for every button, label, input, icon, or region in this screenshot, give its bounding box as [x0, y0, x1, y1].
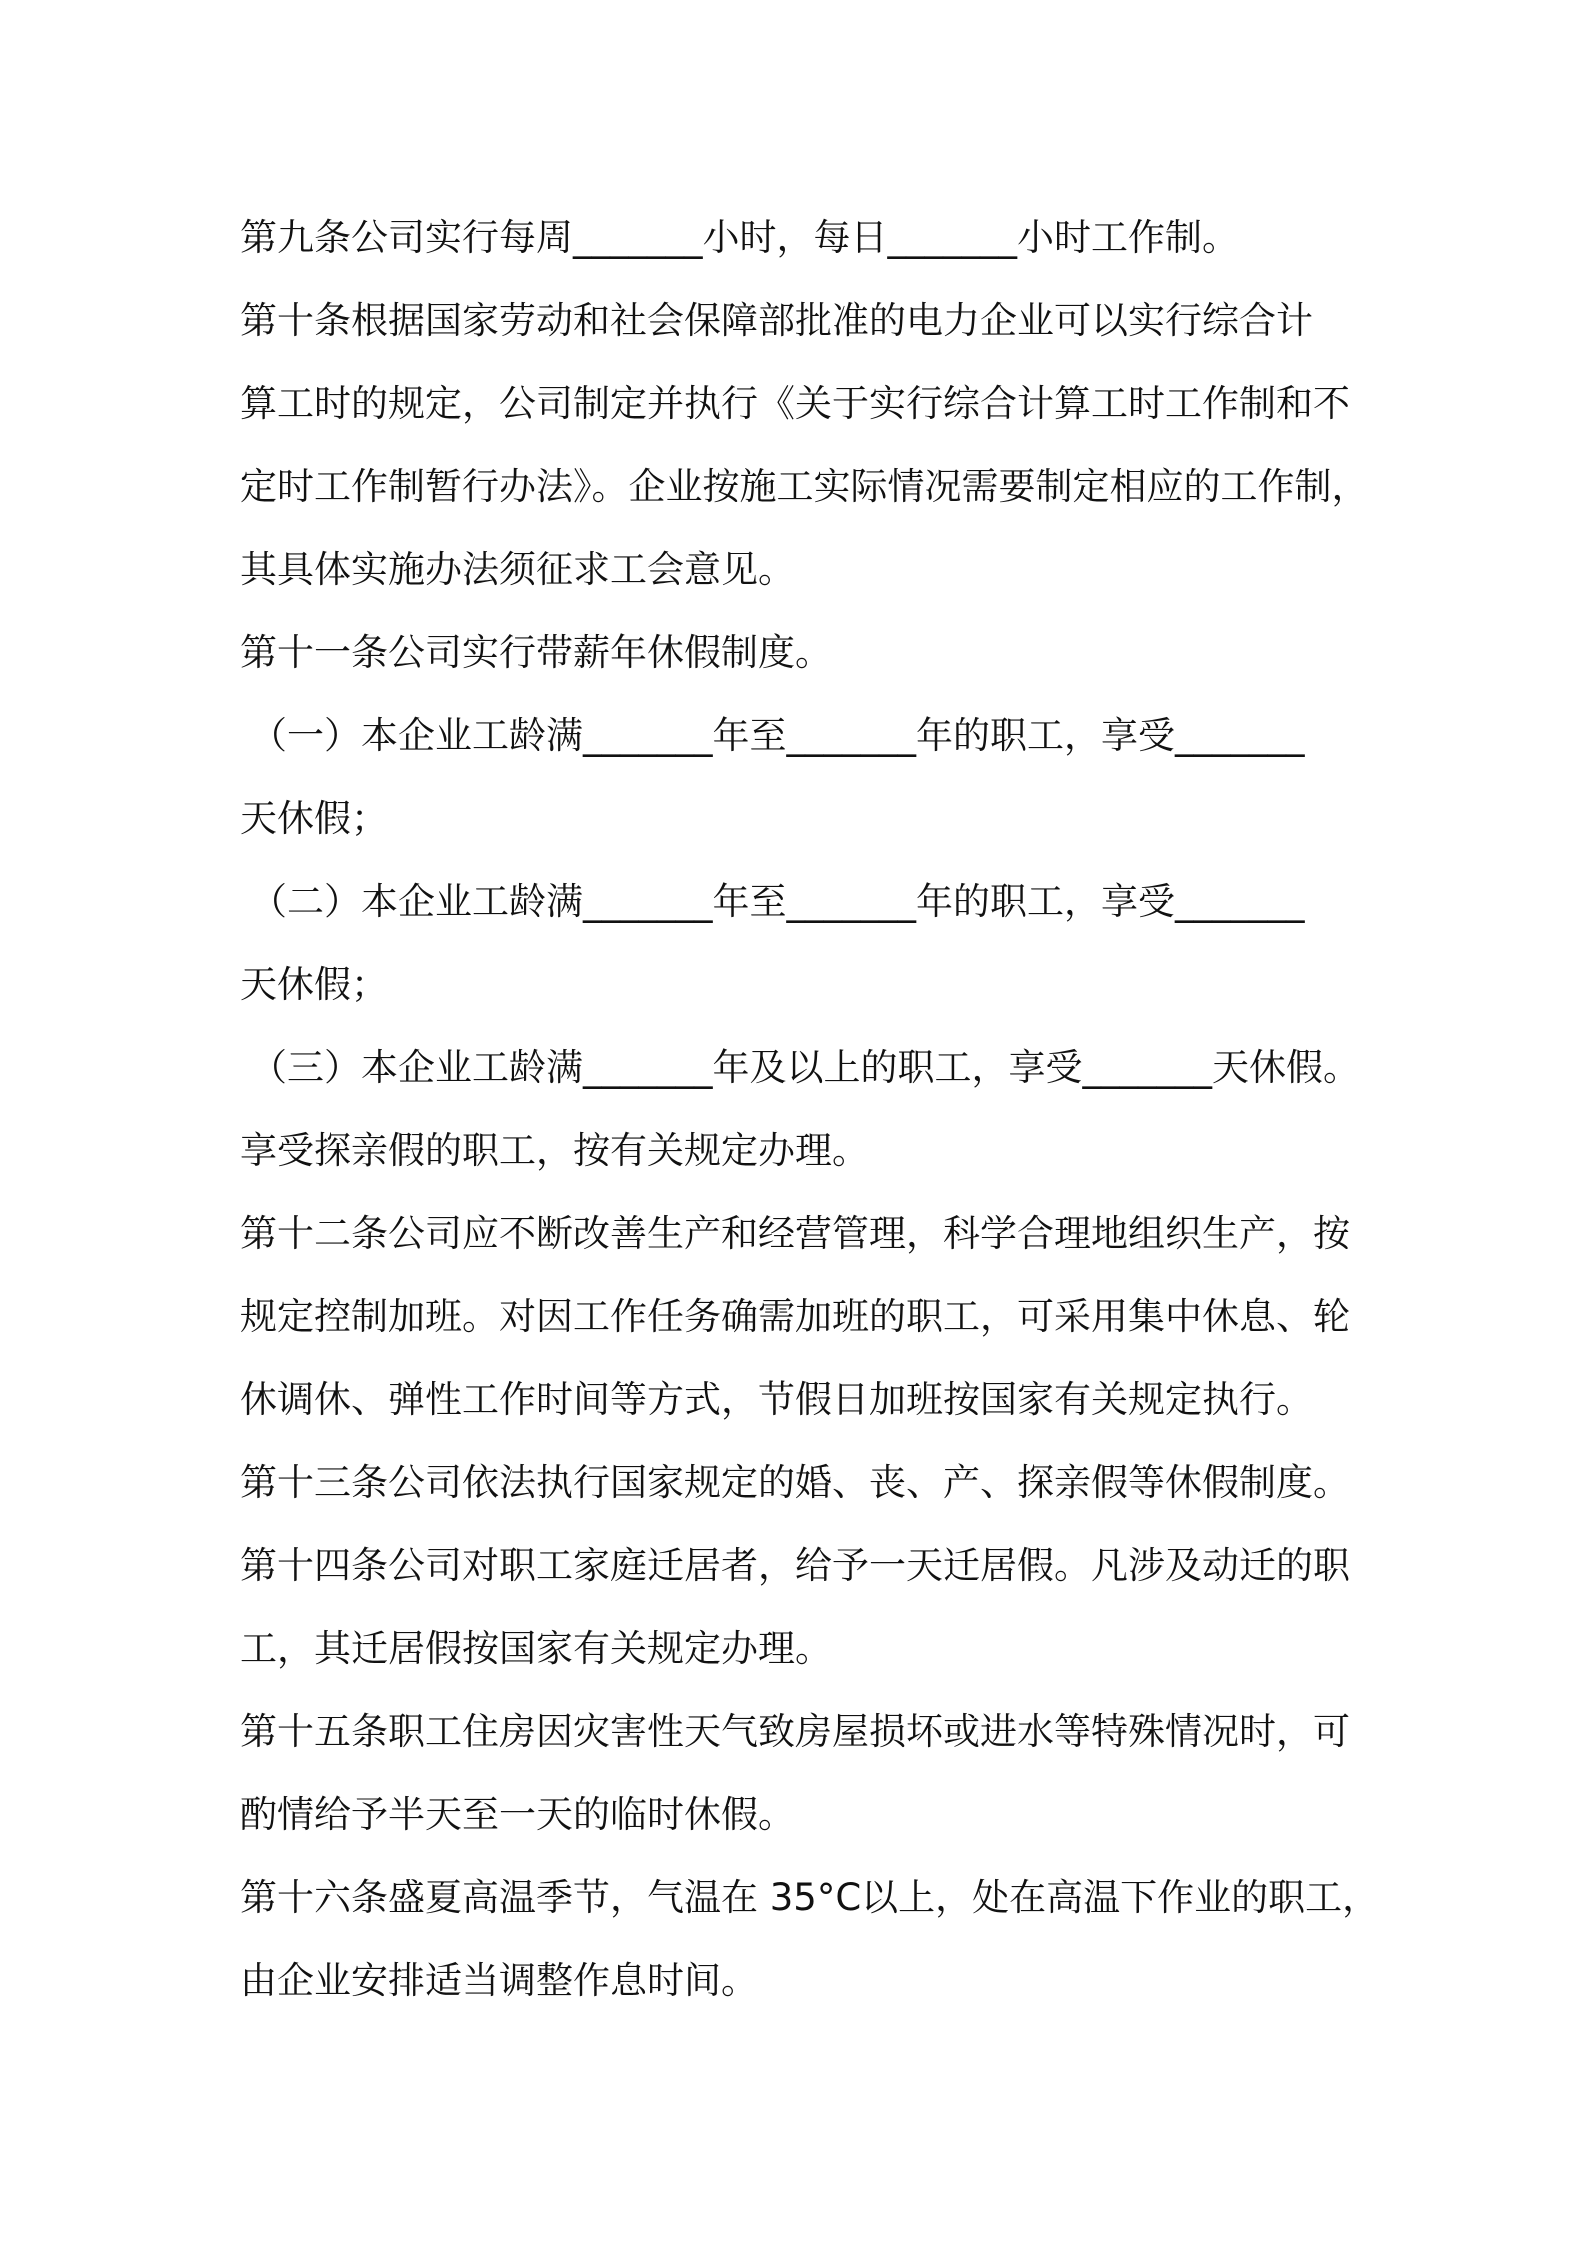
text-line: 第十五条职工住房因灾害性天气致房屋损坏或进水等特殊情况时，可 — [240, 1710, 1350, 1753]
text-line: 第十二条公司应不断改善生产和经营管理，科学合理地组织生产，按 — [240, 1212, 1350, 1255]
text-line: 由企业安排适当调整作息时间。 — [240, 1959, 758, 2002]
text-line: 规定控制加班。对因工作任务确需加班的职工，可采用集中休息、轮 — [240, 1295, 1350, 1338]
text-line: 休调休、弹性工作时间等方式，节假日加班按国家有关规定执行。 — [240, 1378, 1313, 1421]
text-line: 天休假； — [240, 963, 388, 1006]
text-line: 第十四条公司对职工家庭迁居者，给予一天迁居假。凡涉及动迁的职 — [240, 1544, 1350, 1587]
text-line: 定时工作制暂行办法》。企业按施工实际情况需要制定相应的工作制， — [240, 465, 1369, 508]
text-line: 其具体实施办法须征求工会意见。 — [240, 548, 795, 591]
text-line: 算工时的规定，公司制定并执行《关于实行综合计算工时工作制和不 — [240, 382, 1350, 425]
text-line: 天休假； — [240, 797, 388, 840]
text-line: （三）本企业工龄满_______年及以上的职工，享受_______天休假。 — [250, 1046, 1360, 1089]
text-line: 享受探亲假的职工，按有关规定办理。 — [240, 1129, 869, 1172]
text-line: 第十一条公司实行带薪年休假制度。 — [240, 631, 832, 674]
text-line: 第九条公司实行每周_______小时，每日_______小时工作制。 — [240, 216, 1239, 259]
text-line: 酌情给予半天至一天的临时休假。 — [240, 1793, 795, 1836]
text-line: （二）本企业工龄满_______年至_______年的职工，享受_______ — [250, 880, 1305, 923]
document-body — [240, 196, 1380, 2022]
text-line: 第十三条公司依法执行国家规定的婚、丧、产、探亲假等休假制度。 — [240, 1461, 1350, 1504]
text-line: 第十六条盛夏高温季节，气温在 35°C以上，处在高温下作业的职工， — [240, 1876, 1380, 1919]
text-line: （一）本企业工龄满_______年至_______年的职工，享受_______ — [250, 714, 1305, 757]
text-line: 工，其迁居假按国家有关规定办理。 — [240, 1627, 832, 1670]
text-line: 第十条根据国家劳动和社会保障部批准的电力企业可以实行综合计 — [240, 299, 1313, 342]
